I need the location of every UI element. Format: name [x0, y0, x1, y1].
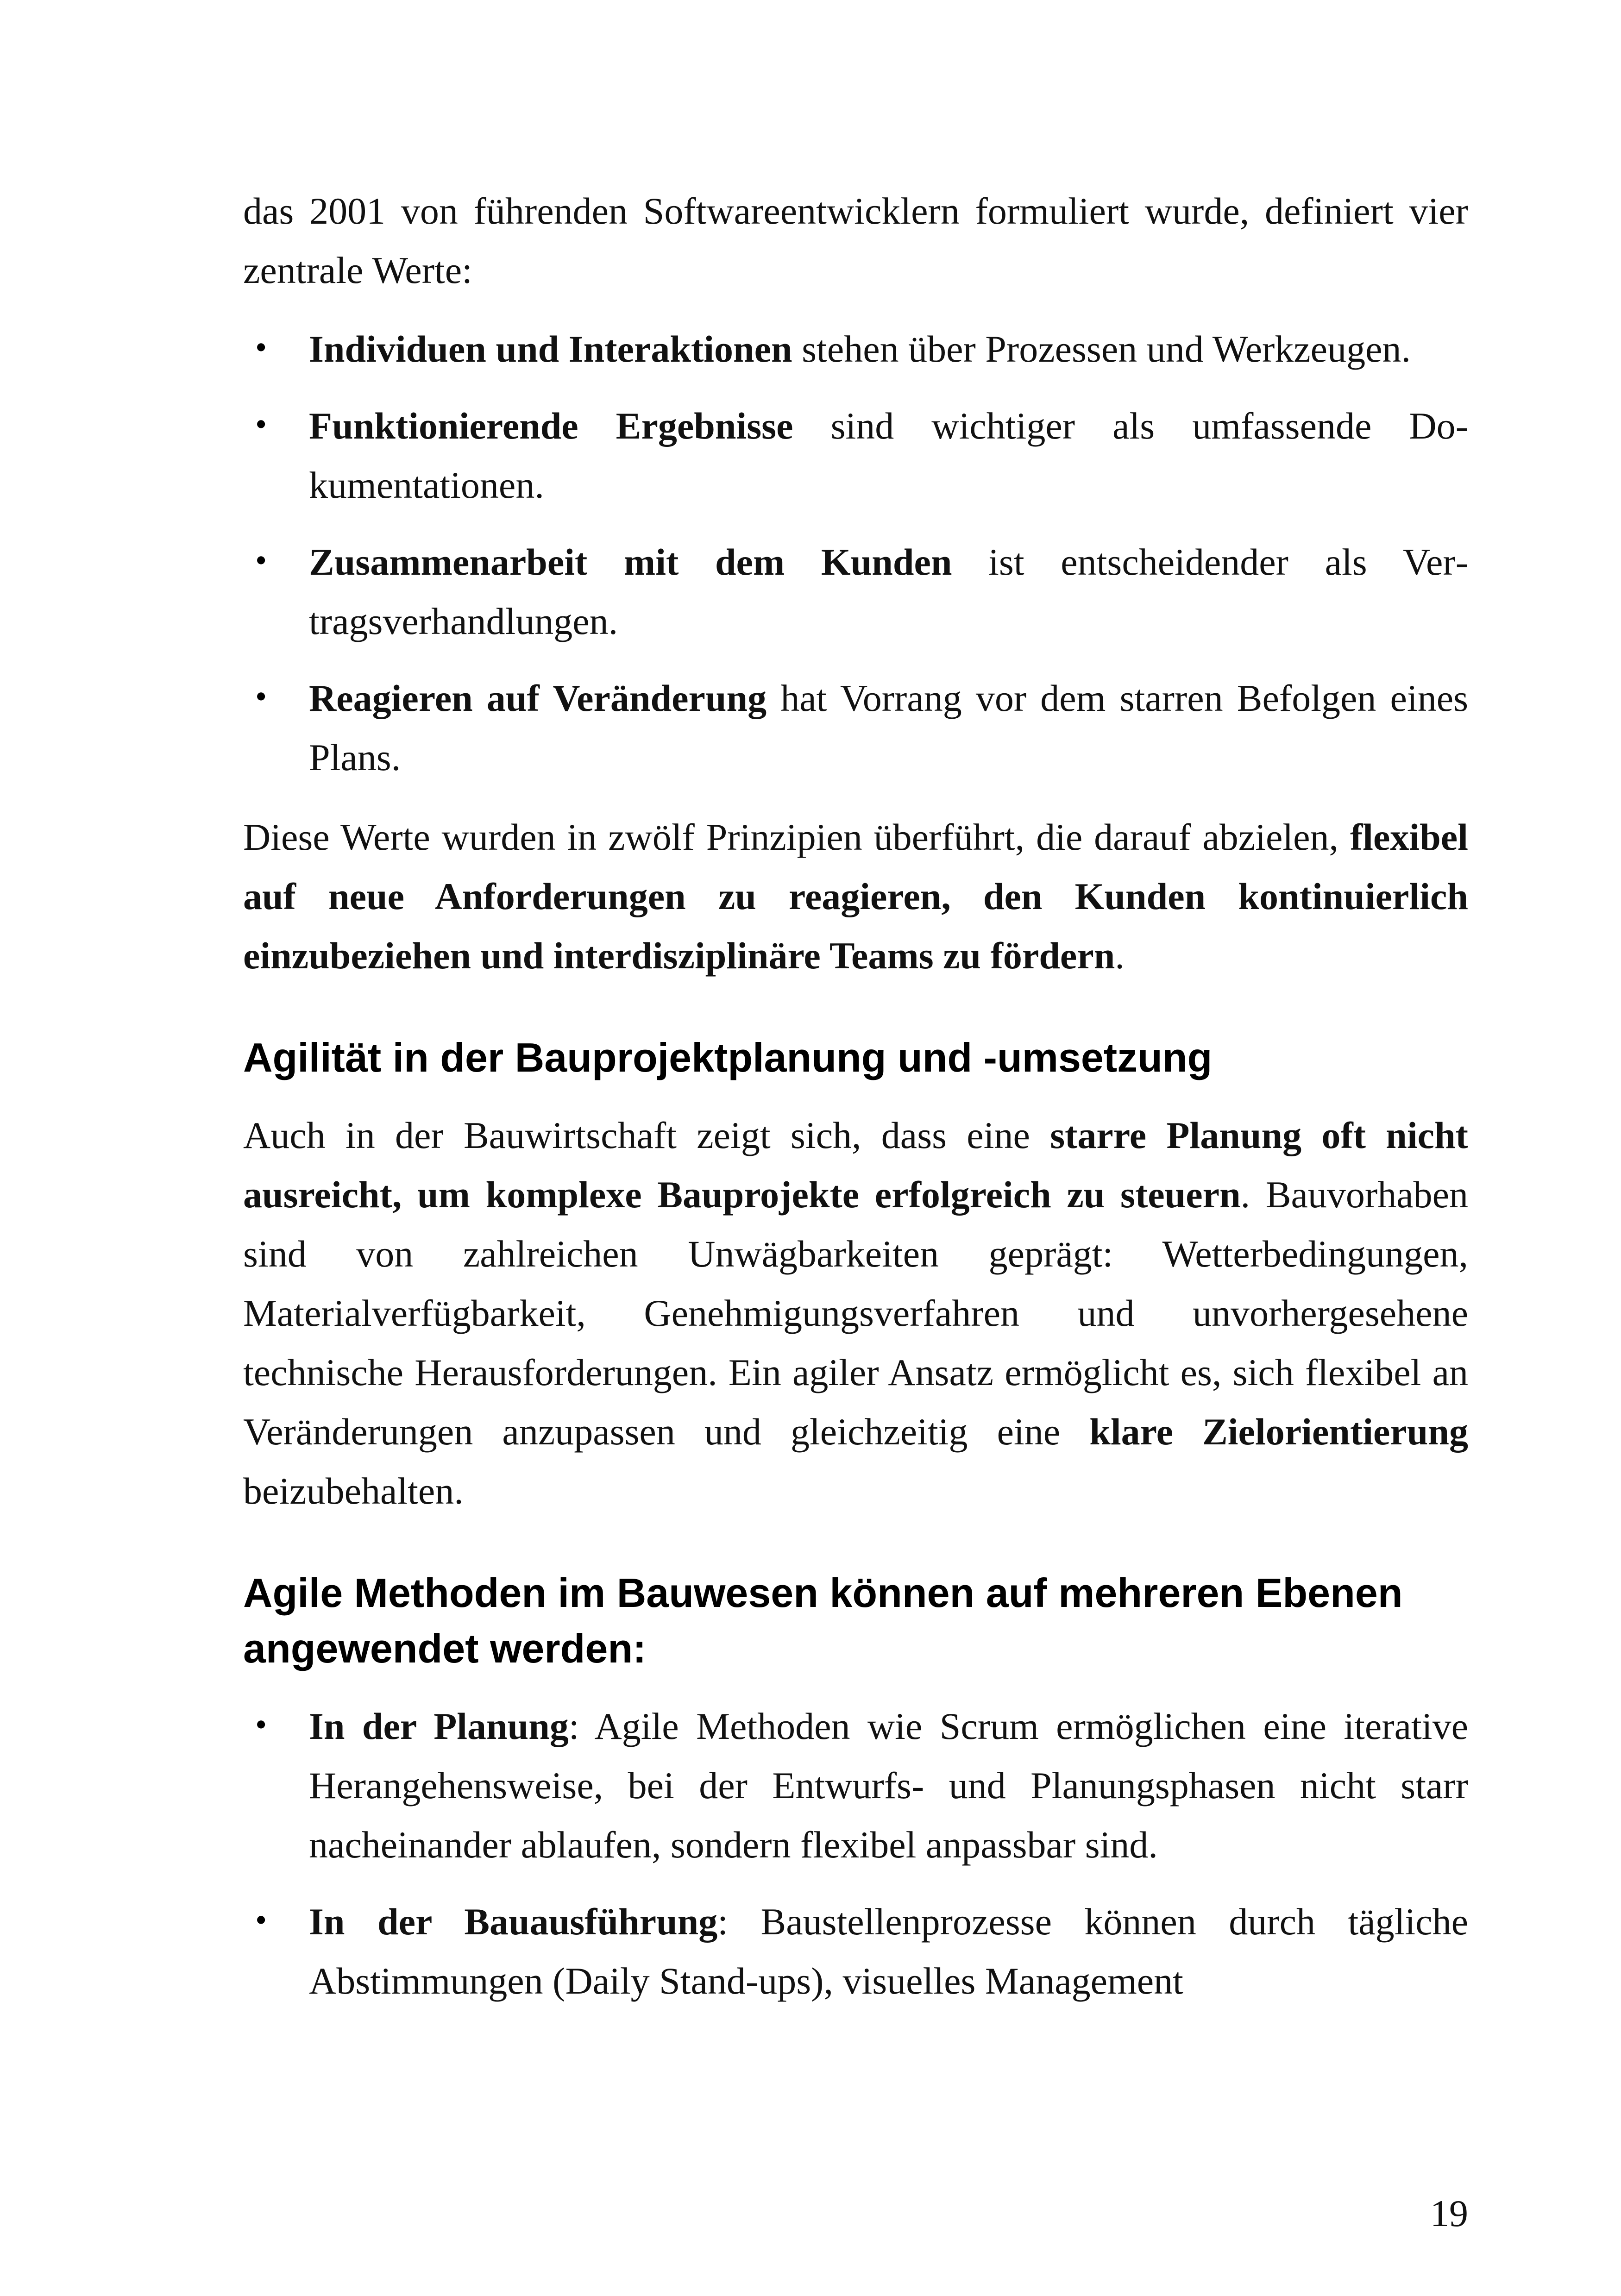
list-item-bold-text: In der Planung: [309, 1705, 569, 1747]
heading-agile-methods-levels: Agile Methoden im Bauwesen können auf mehreren Ebenen angewendet werden:: [243, 1570, 1403, 1671]
paragraph-manifesto-intro-text: das 2001 von führenden Softwareentwicklern formuliert wurde, definiert vier zentrale Werte:: [243, 190, 1468, 291]
list-item-text: sind wichtiger als umfassende Dokumentationen.: [309, 405, 1468, 506]
bullet-icon: •: [255, 678, 267, 715]
paragraph-principles: [243, 808, 1468, 985]
list-item-working-results: [243, 396, 1468, 515]
list-item-bold-text: Individuen und Interaktionen: [309, 328, 792, 370]
paragraph-construction-bold1: starre Planung oft nicht ausreicht, um komplexe Bauprojekte erfolgreich zu steuern: [243, 1114, 1468, 1216]
list-item-bold-text: In der Bauausführung: [309, 1901, 718, 1943]
paragraph-principles-lead: Diese Werte wurden in zwölf Prinzipien überführt, die darauf abzielen,: [243, 816, 1350, 858]
list-item-responding-to-change: [243, 669, 1468, 787]
agile-methods-list: [243, 1697, 1468, 2011]
list-item-text: stehen über Prozessen und Werkzeugen.: [792, 328, 1411, 370]
paragraph-principles-tail: .: [1115, 935, 1125, 977]
list-item-planning: [243, 1697, 1468, 1875]
bullet-icon: •: [255, 1706, 267, 1743]
paragraph-construction-seg2: . Bauvorhaben sind von zahlreichen Unwägbarkeiten geprägt: Wetterbedingungen, Materialverfügbarkeit, Genehmigungsverfahren und unvorhergesehene technische Herausforderungen. Ein agiler Ansatz ermöglicht es, sich flexibel an Veränderungen anzupassen und gleichzeitig eine: [243, 1173, 1468, 1453]
list-item-text: ist entscheidender als Vertragsverhandlungen.: [309, 541, 1468, 642]
heading-agility-in-construction: Agilität in der Bauprojektplanung und -umsetzung: [243, 1035, 1213, 1080]
bullet-icon: •: [255, 406, 267, 443]
paragraph-construction-bold2: klare Zielorientierung: [1089, 1411, 1468, 1453]
page-number: 19: [1430, 2192, 1468, 2234]
list-item-customer-collaboration: [243, 533, 1468, 651]
page-content: [243, 182, 1468, 2031]
bullet-icon: •: [255, 1901, 267, 1938]
paragraph-manifesto-intro: [243, 182, 1468, 300]
agile-values-list: [243, 320, 1468, 787]
list-item-construction-execution: [243, 1892, 1468, 2011]
paragraph-principles-bold: flexibel auf neue Anforderungen zu reagieren, den Kunden kontinuierlich einzubeziehen und interdisziplinäre Teams zu fördern: [243, 816, 1468, 977]
paragraph-construction-seg1: Auch in der Bauwirtschaft zeigt sich, dass eine: [243, 1114, 1050, 1156]
bullet-icon: •: [255, 329, 267, 366]
paragraph-construction-seg3: beizubehalten.: [243, 1470, 464, 1512]
paragraph-construction-industry: [243, 1106, 1468, 1521]
list-item-text: : Baustellenprozesse können durch tägliche Abstimmungen (Daily Stand-ups), visuelles Management: [309, 1901, 1468, 2002]
list-item-bold-text: Reagieren auf Veränderung: [309, 677, 767, 719]
list-item-bold-text: Zusammenarbeit mit dem Kunden: [309, 541, 952, 583]
list-item-bold-text: Funktionierende Ergebnisse: [309, 405, 793, 447]
list-item-text: hat Vorrang vor dem starren Befolgen eines Plans.: [309, 677, 1468, 778]
list-item-individuals: [243, 320, 1468, 379]
bullet-icon: •: [255, 542, 267, 579]
list-item-text: : Agile Methoden wie Scrum ermöglichen eine iterative Herangehensweise, bei der Entwurfs- und Planungsphasen nicht starr nacheinander ablaufen, sondern flexibel anpassbar sind.: [309, 1705, 1468, 1866]
